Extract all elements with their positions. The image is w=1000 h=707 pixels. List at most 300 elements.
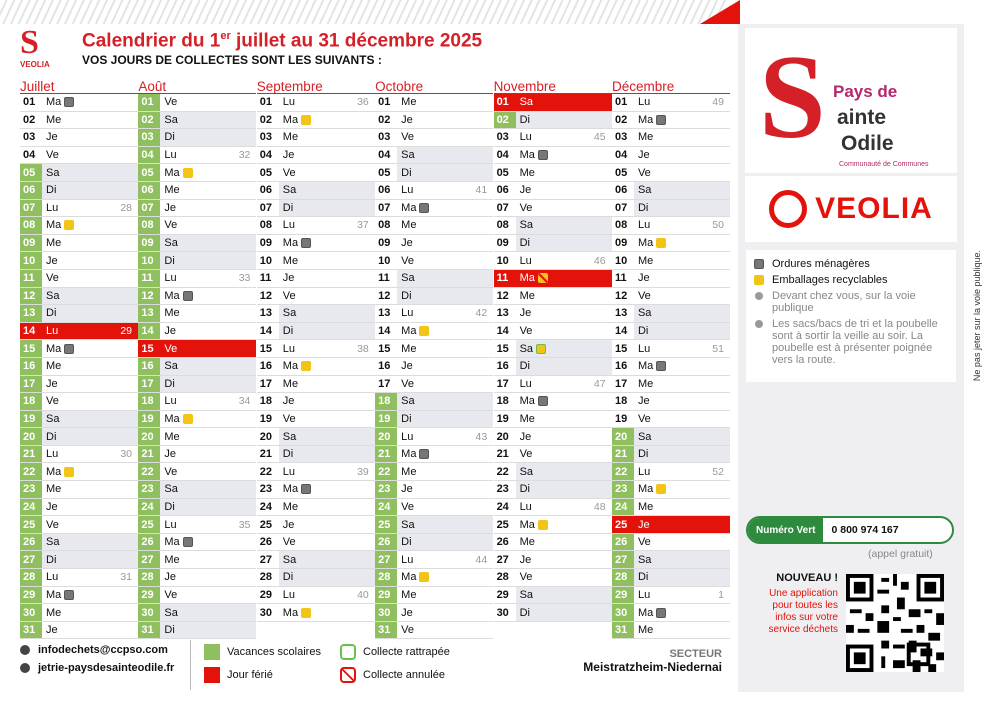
day-number: 13 <box>138 305 160 322</box>
day-number: 15 <box>20 340 42 357</box>
weekday: Me <box>282 131 299 144</box>
day-number: 23 <box>612 481 634 498</box>
weekday: Je <box>637 272 650 285</box>
trash-bin-icon <box>419 449 429 459</box>
day-row <box>494 182 612 200</box>
day-row <box>375 376 493 394</box>
day-number: 01 <box>614 96 628 109</box>
day-row <box>257 217 375 235</box>
day-row <box>375 499 493 517</box>
day-row <box>612 428 730 446</box>
day-row <box>257 393 375 411</box>
day-number: 19 <box>138 411 160 428</box>
weekday: Je <box>46 624 58 637</box>
day-number: 11 <box>259 272 272 285</box>
weekday: Ma <box>516 393 612 410</box>
weekday: Lu <box>282 342 296 355</box>
weekday: Je <box>401 606 413 619</box>
recycling-bin-icon <box>419 572 429 582</box>
day-number: 13 <box>378 307 391 320</box>
day-number: 03 <box>23 131 36 144</box>
day-row <box>138 499 256 517</box>
day-number: 17 <box>259 377 273 390</box>
day-row <box>257 499 375 517</box>
day-number: 17 <box>138 376 160 393</box>
day-number: 10 <box>138 252 160 269</box>
day-row <box>375 182 493 200</box>
week-number: 40 <box>357 588 369 601</box>
day-number: 21 <box>375 446 397 463</box>
day-number: 18 <box>259 395 273 408</box>
day-row <box>375 393 493 411</box>
day-number: 12 <box>138 288 160 305</box>
weekday: Ve <box>519 325 533 338</box>
day-number: 13 <box>259 307 273 320</box>
secteur: SECTEUR Meistratzheim-Niedernai <box>583 648 722 674</box>
day-row <box>257 147 375 165</box>
day-row <box>257 164 375 182</box>
day-row <box>257 270 375 288</box>
day-number: 22 <box>138 463 160 480</box>
weekday: Sa <box>516 217 612 234</box>
day-number: 31 <box>20 622 42 639</box>
footer-legend-colors: Vacances scolaires Jour férié <box>204 644 321 690</box>
day-number: 12 <box>259 289 273 302</box>
day-row <box>138 587 256 605</box>
day-row <box>494 288 612 306</box>
day-row <box>20 499 138 517</box>
weekday: Ve <box>401 131 415 144</box>
weekday: Sa <box>160 604 256 621</box>
day-number: 02 <box>259 113 273 126</box>
weekday: Me <box>401 588 417 601</box>
day-number: 16 <box>496 360 509 373</box>
day-number: 21 <box>20 446 42 463</box>
week-number: 42 <box>475 307 488 320</box>
day-row <box>20 569 138 587</box>
email-link[interactable]: infodechets@ccpso.com <box>38 644 168 656</box>
weekday: Di <box>634 200 730 217</box>
day-number: 11 <box>138 270 160 287</box>
weekday: Ve <box>164 465 178 478</box>
day-number: 24 <box>259 500 273 513</box>
day-row <box>257 569 375 587</box>
weekday: Di <box>160 252 256 269</box>
day-row <box>20 481 138 499</box>
day-row <box>375 94 493 112</box>
day-number: 29 <box>612 587 634 604</box>
weekday: Me <box>46 113 62 126</box>
day-row <box>20 376 138 394</box>
weekday: Ve <box>401 377 415 390</box>
weekday: Di <box>160 376 256 393</box>
weekday: Sa <box>634 428 730 445</box>
day-number: 25 <box>138 516 160 533</box>
day-number: 29 <box>259 588 273 601</box>
day-row <box>20 358 138 376</box>
day-row <box>138 428 256 446</box>
recycling-bin-icon <box>656 238 666 248</box>
day-number: 20 <box>259 430 273 443</box>
day-number: 24 <box>612 499 634 516</box>
weekday: Lu <box>282 588 296 601</box>
week-number: 29 <box>120 325 132 338</box>
week-number: 45 <box>593 131 606 144</box>
day-row <box>612 182 730 200</box>
day-row <box>138 604 256 622</box>
day-row <box>612 340 730 358</box>
day-number: 04 <box>378 149 391 162</box>
day-number: 16 <box>614 360 628 373</box>
day-row <box>612 551 730 569</box>
day-number: 26 <box>20 534 42 551</box>
weekday: Sa <box>42 288 138 305</box>
weekday: Je <box>401 113 413 126</box>
weekday: Lu <box>46 201 59 214</box>
weekday: Lu <box>637 219 651 232</box>
day-number: 07 <box>614 201 628 214</box>
weekday: Lu <box>637 465 651 478</box>
day-number: 09 <box>614 237 628 250</box>
day-number: 21 <box>259 448 273 461</box>
day-number: 28 <box>496 571 509 584</box>
day-number: 04 <box>614 149 628 162</box>
day-number: 30 <box>496 606 509 619</box>
day-number: 22 <box>496 465 509 478</box>
day-row <box>612 358 730 376</box>
day-row <box>257 534 375 552</box>
recycling-bin-icon <box>64 220 74 230</box>
vacances-swatch <box>204 644 220 660</box>
day-number: 01 <box>494 94 516 111</box>
day-number: 17 <box>614 377 628 390</box>
weekday: Je <box>46 131 58 144</box>
trash-bin-icon <box>419 203 429 213</box>
day-row <box>257 358 375 376</box>
day-row <box>257 288 375 306</box>
day-number: 06 <box>138 182 160 199</box>
day-row <box>375 270 493 288</box>
day-number: 01 <box>259 96 273 109</box>
day-row <box>494 463 612 481</box>
weekday: Me <box>46 606 62 619</box>
weekday: Ve <box>637 536 651 549</box>
day-row <box>612 481 730 499</box>
footer-divider <box>190 640 191 690</box>
weekday: Je <box>164 448 177 461</box>
recycling-bin-icon <box>183 168 193 178</box>
day-row <box>138 376 256 394</box>
day-row <box>375 340 493 358</box>
weekday: Lu <box>164 149 177 162</box>
day-row <box>612 323 730 341</box>
day-row <box>257 376 375 394</box>
day-row <box>612 164 730 182</box>
day-row <box>138 94 256 112</box>
day-row <box>612 516 730 534</box>
weekday: Me <box>164 184 180 197</box>
weekday: Di <box>397 534 493 551</box>
day-number: 16 <box>20 358 42 375</box>
weekday: Ve <box>401 500 415 513</box>
day-row <box>494 604 612 622</box>
weekday: Lu <box>519 500 532 513</box>
recycling-bin-icon <box>419 326 429 336</box>
day-row <box>20 252 138 270</box>
day-number: 23 <box>20 481 42 498</box>
day-number: 09 <box>259 237 273 250</box>
numero-vert[interactable]: Numéro Vert 0 800 974 167 <box>746 516 954 544</box>
day-number: 06 <box>20 182 42 199</box>
weekday: Di <box>516 604 612 621</box>
weekday: Lu <box>164 395 177 408</box>
week-number: 47 <box>593 377 606 390</box>
day-row <box>612 112 730 130</box>
weekday: Sa <box>634 182 730 199</box>
weekday: Me <box>401 465 417 478</box>
month-column <box>20 80 138 639</box>
day-row <box>138 551 256 569</box>
week-number: 51 <box>712 342 724 355</box>
weekday: Je <box>637 395 650 408</box>
day-number: 19 <box>20 411 42 428</box>
day-number: 22 <box>612 463 634 480</box>
day-row <box>138 569 256 587</box>
weekday: Lu <box>401 307 414 320</box>
day-row <box>375 411 493 429</box>
day-number: 22 <box>20 463 42 480</box>
day-row <box>138 358 256 376</box>
day-row <box>494 235 612 253</box>
weekday: Je <box>46 254 58 267</box>
day-row <box>494 428 612 446</box>
day-number: 20 <box>375 428 397 445</box>
weekday: Ma <box>516 270 612 287</box>
weekday: Di <box>516 358 612 375</box>
day-row <box>257 604 375 622</box>
header-stripes <box>0 0 730 24</box>
day-row <box>20 129 138 147</box>
day-number: 17 <box>378 377 391 390</box>
day-row <box>257 94 375 112</box>
month-column <box>138 80 256 639</box>
day-number: 27 <box>375 551 397 568</box>
day-row <box>138 129 256 147</box>
day-row <box>375 235 493 253</box>
day-number: 14 <box>259 325 273 338</box>
day-row <box>494 481 612 499</box>
day-row <box>494 129 612 147</box>
day-number: 30 <box>612 604 634 621</box>
weekday: Ma <box>279 481 375 498</box>
weekday: Je <box>519 553 532 566</box>
day-row <box>612 129 730 147</box>
day-number: 25 <box>612 516 634 533</box>
weekday: Me <box>401 219 417 232</box>
week-number: 49 <box>712 96 724 109</box>
day-number: 27 <box>259 553 273 566</box>
day-number: 18 <box>614 395 628 408</box>
day-number: 15 <box>496 342 509 355</box>
weekday: Sa <box>397 147 493 164</box>
week-number: 39 <box>357 465 369 478</box>
weekday: Sa <box>516 587 612 604</box>
day-row <box>20 534 138 552</box>
day-number: 18 <box>496 395 509 408</box>
day-row <box>138 411 256 429</box>
website-link[interactable]: jetrie-paysdesainteodile.fr <box>38 662 175 674</box>
weekday: Ma <box>42 217 138 234</box>
day-row <box>494 358 612 376</box>
weekday: Je <box>282 395 295 408</box>
day-row <box>375 569 493 587</box>
day-row <box>20 200 138 218</box>
weekday: Me <box>46 237 62 250</box>
day-row <box>494 147 612 165</box>
weekday: Di <box>634 569 730 586</box>
week-number: 38 <box>357 342 369 355</box>
day-number: 09 <box>496 237 509 250</box>
day-row <box>138 340 256 358</box>
day-number: 19 <box>614 412 628 425</box>
weekday: Ve <box>46 272 59 285</box>
day-number: 09 <box>20 235 42 252</box>
day-row <box>494 94 612 112</box>
day-row <box>20 411 138 429</box>
trash-bin-icon <box>538 396 548 406</box>
weekday: Je <box>164 201 177 214</box>
day-number: 02 <box>138 112 160 129</box>
weekday: Je <box>401 237 413 250</box>
day-row <box>612 534 730 552</box>
weekday: Di <box>279 446 375 463</box>
recycling-bin-icon <box>64 467 74 477</box>
location-pin-icon <box>755 292 763 300</box>
day-row <box>375 516 493 534</box>
weekday: Ma <box>160 288 256 305</box>
collecte-annulee-icon <box>538 273 548 283</box>
day-number: 08 <box>20 217 42 234</box>
day-row <box>612 235 730 253</box>
day-number: 14 <box>138 323 160 340</box>
weekday: Sa <box>160 358 256 375</box>
day-number: 24 <box>496 500 509 513</box>
trash-bin-icon <box>183 537 193 547</box>
weekday: Me <box>282 500 299 513</box>
day-number: 11 <box>614 272 627 285</box>
day-row <box>20 182 138 200</box>
day-row <box>494 376 612 394</box>
qr-code[interactable] <box>846 574 944 672</box>
day-number: 24 <box>138 499 160 516</box>
trash-bin-icon <box>301 238 311 248</box>
day-row <box>138 305 256 323</box>
day-row <box>612 393 730 411</box>
day-row <box>612 217 730 235</box>
week-number: 34 <box>238 395 251 408</box>
day-number: 13 <box>20 305 42 322</box>
weekday: Ve <box>637 166 651 179</box>
day-number: 03 <box>138 129 160 146</box>
day-row <box>494 200 612 218</box>
day-row <box>138 147 256 165</box>
appel-gratuit: (appel gratuit) <box>868 548 933 560</box>
weekday: Di <box>160 499 256 516</box>
day-number: 01 <box>23 96 36 109</box>
day-number: 23 <box>259 483 273 496</box>
month-name: Décembre <box>612 80 730 94</box>
month-column <box>494 80 612 639</box>
week-number: 50 <box>712 219 724 232</box>
weekday: Di <box>279 569 375 586</box>
day-row <box>494 217 612 235</box>
day-number: 15 <box>614 342 628 355</box>
weekday: Sa <box>279 305 375 322</box>
trash-bin-icon <box>64 97 74 107</box>
weekday: Sa <box>279 428 375 445</box>
day-number: 09 <box>378 237 391 250</box>
recycling-bin-icon <box>301 608 311 618</box>
day-row <box>494 323 612 341</box>
ferie-swatch <box>204 667 220 683</box>
day-number: 11 <box>20 270 42 287</box>
day-number: 10 <box>20 252 42 269</box>
day-number: 08 <box>259 219 273 232</box>
weekday: Sa <box>279 551 375 568</box>
day-number: 18 <box>375 393 397 410</box>
week-number: 37 <box>357 219 369 232</box>
day-row <box>20 217 138 235</box>
web-icon <box>20 663 30 673</box>
day-number: 07 <box>20 200 42 217</box>
day-row <box>375 481 493 499</box>
weekday: Ma <box>42 587 138 604</box>
day-number: 17 <box>20 376 42 393</box>
day-row <box>612 463 730 481</box>
weekday: Ve <box>46 518 59 531</box>
day-row <box>257 252 375 270</box>
weekday: Me <box>519 536 535 549</box>
day-row <box>257 129 375 147</box>
weekday: Lu <box>637 588 651 601</box>
month-name: Août <box>138 80 256 94</box>
day-row <box>375 112 493 130</box>
day-number: 20 <box>20 428 42 445</box>
day-row <box>20 94 138 112</box>
weekday: Ve <box>282 166 296 179</box>
weekday: Di <box>42 305 138 322</box>
weekday: Lu <box>46 448 59 461</box>
day-number: 31 <box>138 622 160 639</box>
weekday: Di <box>160 129 256 146</box>
day-row <box>20 428 138 446</box>
weekday: Ve <box>282 289 296 302</box>
day-number: 16 <box>259 360 273 373</box>
month-name: Juillet <box>20 80 138 94</box>
day-number: 12 <box>614 289 628 302</box>
day-row <box>612 252 730 270</box>
weekday: Ma <box>160 164 256 181</box>
weekday: Di <box>516 235 612 252</box>
day-number: 19 <box>496 412 509 425</box>
weekday: Lu <box>282 96 296 109</box>
day-number: 07 <box>496 201 509 214</box>
day-row <box>257 481 375 499</box>
day-number: 08 <box>614 219 628 232</box>
day-number: 20 <box>496 430 509 443</box>
weekday: Sa <box>516 463 612 480</box>
day-number: 31 <box>612 622 634 639</box>
